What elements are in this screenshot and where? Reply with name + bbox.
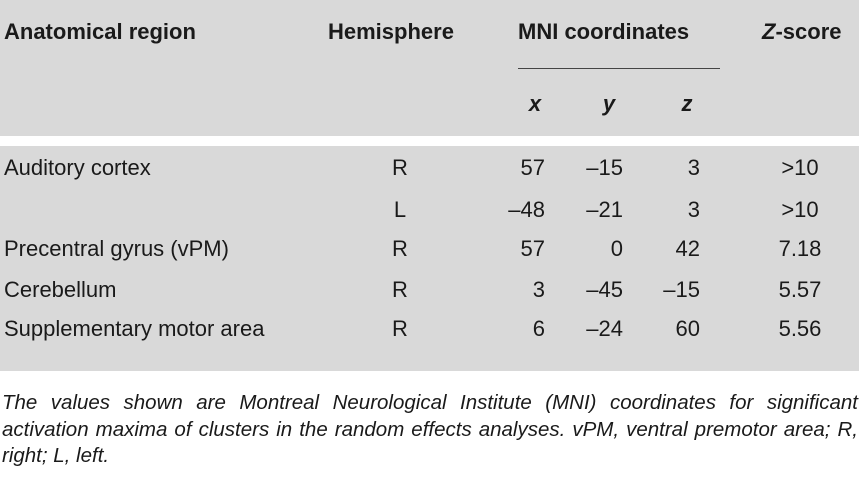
row-3-region: Precentral gyrus (vPM) <box>4 236 229 261</box>
row-5-y: –24 <box>586 316 623 341</box>
row-1-y: –15 <box>586 155 623 180</box>
table-footnote: The values shown are Montreal Neurological Institute (MNI) coordinates for significant activation maxima of clusters in the random effects analyses. vPM, ventral premotor area; R, right; L, left. <box>2 391 858 467</box>
row-4-y: –45 <box>586 277 623 302</box>
row-2-zscore: >10 <box>781 197 819 222</box>
row-5-hemisphere: R <box>392 316 408 341</box>
row-2-x: –48 <box>508 197 545 222</box>
row-2-hemisphere: L <box>393 197 407 222</box>
header-mni-coordinates: MNI coordinates <box>518 19 690 44</box>
row-3-x: 57 <box>520 236 545 261</box>
row-1-hemisphere: R <box>392 155 408 180</box>
row-3-hemisphere: R <box>392 236 408 261</box>
row-1-x: 57 <box>520 155 545 180</box>
header-anatomical-region: Anatomical region <box>4 19 196 44</box>
row-4-zscore: 5.57 <box>778 277 822 302</box>
row-4-hemisphere: R <box>392 277 408 302</box>
row-1-z: 3 <box>687 155 700 180</box>
row-3-z: 42 <box>675 236 700 261</box>
header-z-score <box>762 19 842 45</box>
row-5-x: 6 <box>532 316 545 341</box>
row-1-region: Auditory cortex <box>4 155 151 180</box>
row-4-x: 3 <box>532 277 545 302</box>
row-4-region: Cerebellum <box>4 277 117 302</box>
header-x: x <box>528 91 542 116</box>
mni-header-rule <box>518 68 720 69</box>
header-hemisphere: Hemisphere <box>328 19 454 44</box>
row-3-zscore: 7.18 <box>778 236 822 261</box>
header-z: z <box>681 91 693 116</box>
row-1-zscore: >10 <box>781 155 819 180</box>
row-3-y: 0 <box>610 236 623 261</box>
row-2-z: 3 <box>687 197 700 222</box>
header-y: y <box>602 91 616 116</box>
row-5-z: 60 <box>675 316 700 341</box>
header-z-score-letter: Z <box>762 19 776 44</box>
row-5-zscore: 5.56 <box>778 316 822 341</box>
row-5-region: Supplementary motor area <box>4 316 265 341</box>
row-2-y: –21 <box>586 197 623 222</box>
header-z-score-suffix: -score <box>775 19 842 44</box>
row-4-z: –15 <box>663 277 700 302</box>
